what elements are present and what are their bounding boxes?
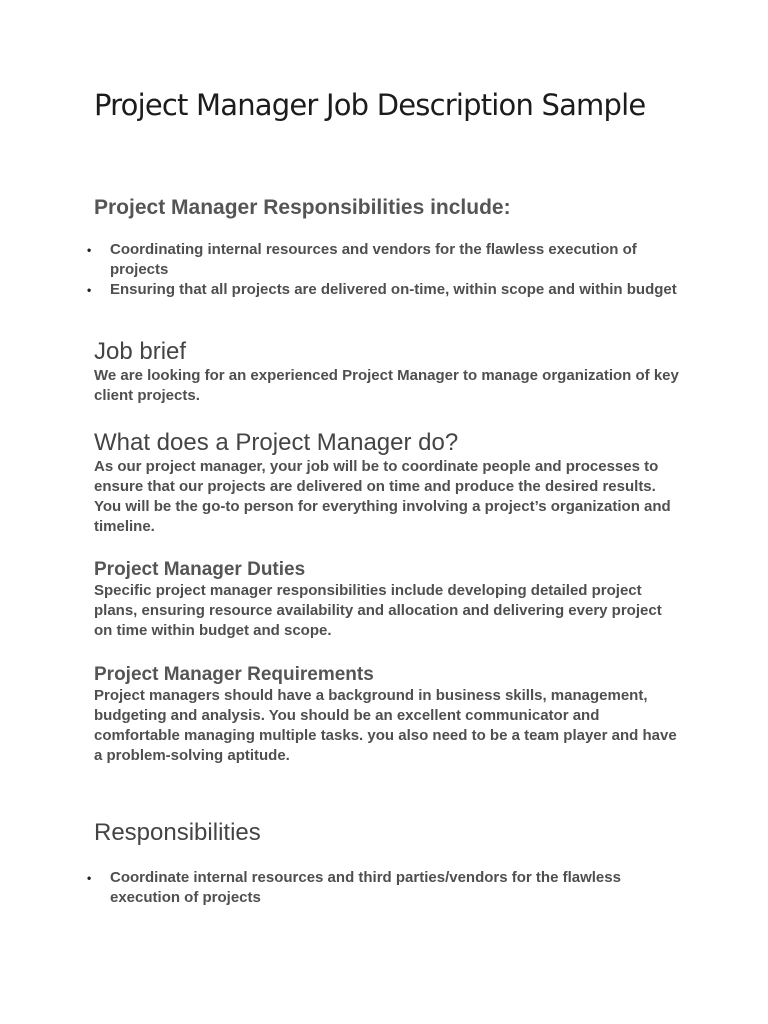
list-item (0, 868, 768, 908)
duties-section (94, 559, 684, 641)
responsibilities-include-heading: Project Manager Responsibilities include: (94, 196, 511, 219)
list-item (0, 280, 768, 300)
list-item (0, 240, 768, 280)
what-does-body: As our project manager, your job will be to coordinate people and processes to ensure that our projects are delivered on time and produce the desired results. You will be the go-to person for everything involving a project’s organization and timeline. (94, 458, 671, 535)
responsibilities-list (0, 868, 768, 908)
list-item-text: Coordinate internal resources and third parties/vendors for the flawless execution of projects (110, 869, 621, 906)
requirements-section (94, 664, 684, 766)
list-item-text: Coordinating internal resources and vendors for the flawless execution of projects (110, 241, 637, 278)
what-does-heading: What does a Project Manager do? (94, 429, 459, 456)
list-item-text: Ensuring that all projects are delivered on-time, within scope and within budget (110, 281, 677, 298)
document-title: Project Manager Job Description Sample (94, 88, 646, 122)
responsibilities-include-section (94, 196, 684, 220)
duties-heading: Project Manager Duties (94, 559, 306, 580)
duties-body: Specific project manager responsibilities include developing detailed project plans, ensuring resource availability and allocation and delivering every project on time within budget and scope. (94, 582, 662, 639)
bullet-icon: • (87, 283, 92, 297)
requirements-heading: Project Manager Requirements (94, 664, 374, 685)
job-brief-heading: Job brief (94, 338, 187, 365)
responsibilities-section (94, 819, 684, 847)
responsibilities-include-list (0, 240, 768, 300)
responsibilities-heading: Responsibilities (94, 819, 261, 846)
job-brief-section (94, 338, 684, 406)
job-brief-body: We are looking for an experienced Project Manager to manage organization of key client projects. (94, 367, 679, 404)
what-does-section (94, 429, 684, 537)
bullet-icon: • (87, 871, 92, 885)
requirements-body: Project managers should have a background in business skills, management, budgeting and analysis. You should be an excellent communicator and comfortable managing multiple tasks. you also need to be a team player and have a problem-solving aptitude. (94, 687, 677, 764)
bullet-icon: • (87, 243, 92, 257)
